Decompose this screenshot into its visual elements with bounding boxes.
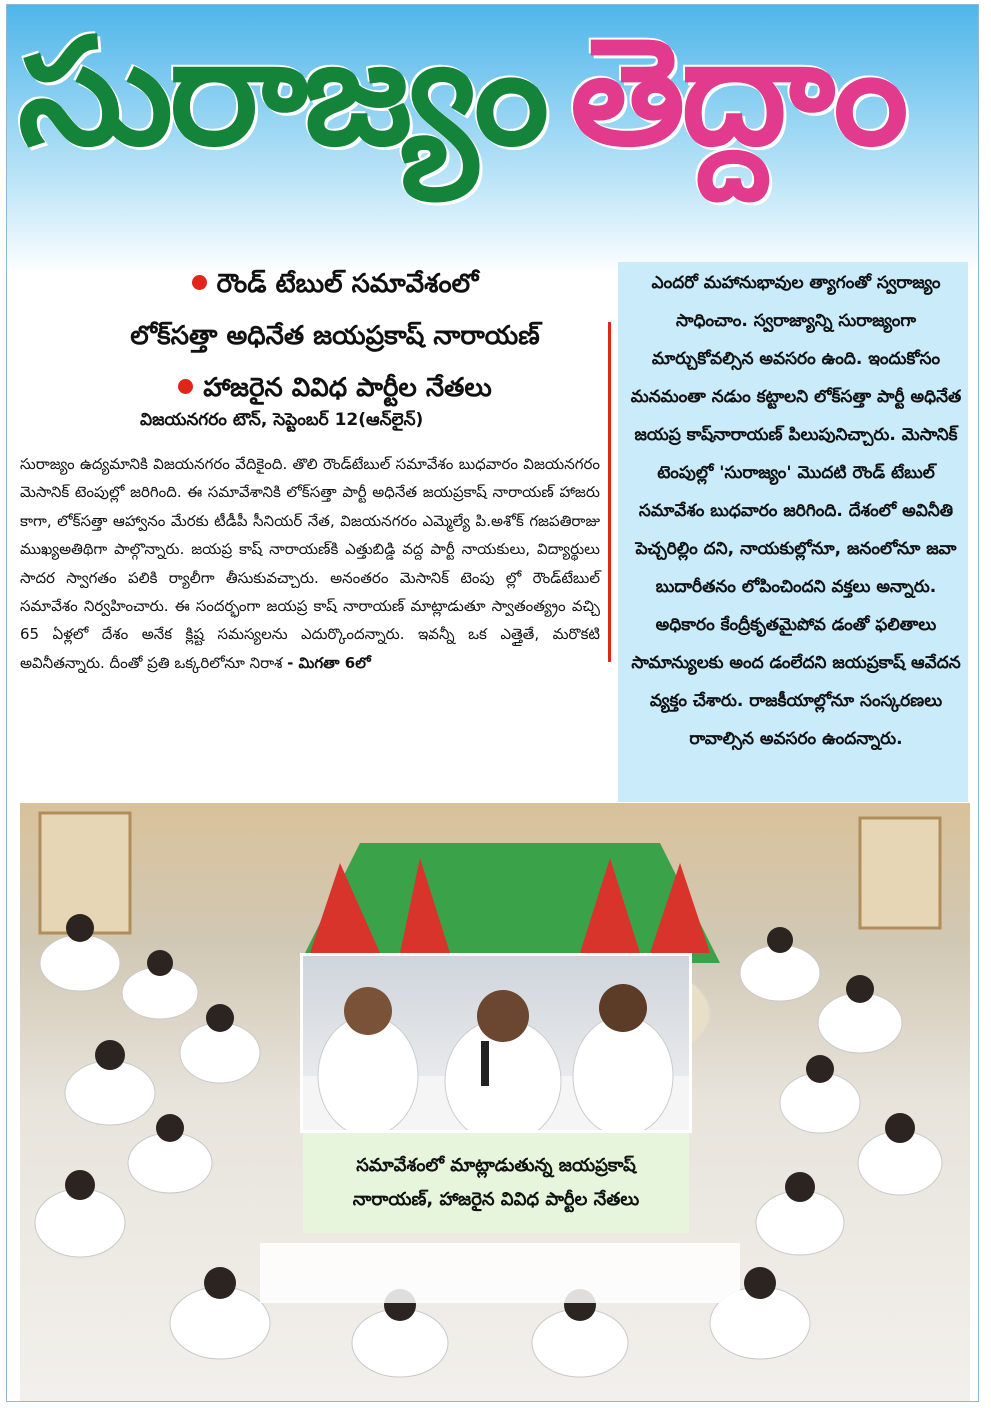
bullet-text: లోక్‌సత్తా అధినేత జయప్రకాష్ నారాయణ్ bbox=[130, 321, 540, 351]
meeting-photo bbox=[20, 803, 970, 1401]
headline-part-pink: తెద్దాం bbox=[570, 6, 905, 178]
article-body-text: సురాజ్యం ఉద్యమానికి విజయనగరం వేదికైంది. తొలి రౌండ్‌టేబుల్ సమావేశం బుధవారం విజయనగరం మెసానిక్ టెంపుల్లో జరిగింది. ఈ సమావేశానికి లోక్‌సత్తా పార్టీ అధినేత జయప్రకాష్ నారాయణ్ హాజరు కాగా, లోక్‌సత్తా ఆహ్వానం మేరకు టీడీపీ సీనియర్ నేత, విజయనగరం ఎమ్మెల్యే పి.అశోక్ గజపతిరాజు ముఖ్యఅతిథిగా పాల్గొన్నారు. జయప్ర కాష్ నారాయణ్‌కి ఎత్తుబిడ్డి వద్ద పార్టీ నాయకులు, విద్యార్థులు సాదర స్వాగతం పలికి ర్యాలీగా తీసుకువచ్చారు. అనంతరం మెసానిక్ టెంపు ల్లో రౌండ్‌టేబుల్ సమావేశం నిర్వహించారు. ఈ సందర్భంగా జయప్ర కాష్ నారాయణ్ మాట్లాడుతూ స్వాతంత్య్రం వచ్చి 65 ఏళ్లలో దేశం అనేక క్లిష్ట సమస్యలను ఎదుర్కొందన్నారు. ఇవన్నీ ఒక ఎత్తైతే, మరొకటి అవినీతన్నారు. దీంతో ప్రతి ఒక్కరిలోనూ నిరాశ bbox=[20, 455, 600, 672]
continued-label: - మిగతా 6లో bbox=[287, 653, 371, 672]
photo-caption-line: నారాయణ్, హాజరైన వివిధ పార్టీల నేతలు bbox=[352, 1189, 640, 1210]
article-body bbox=[20, 450, 600, 677]
bullet-item bbox=[80, 310, 590, 362]
dateline: విజయనగరం టౌన్, సెప్టెంబర్ 12(ఆన్‌లైన్) bbox=[140, 410, 424, 430]
bullet-text: హాజరైన వివిధ పార్టీల నేతలు bbox=[203, 373, 492, 403]
bullet-item bbox=[80, 258, 590, 310]
highlight-bullets bbox=[80, 258, 590, 414]
bullet-dot-icon bbox=[192, 275, 207, 290]
sidebar-text: ఎందరో మహానుభావుల త్యాగంతో స్వరాజ్యం సాధించాం. స్వరాజ్యాన్ని సురాజ్యంగా మార్చుకోవల్సిన అవసరం ఉంది. ఇందుకోసం మనమంతా నడుం కట్టాలని లోక్‌సత్తా పార్టీ అధినేత జయప్ర కాష్‌నారాయణ్ పిలుపునిచ్చారు. మెసానిక్ టెంపుల్లో 'సురాజ్యం' మొదటి రౌండ్ టేబుల్ సమావేశం బుధవారం జరిగింది. దేశంలో అవినీతి పెచ్చరిల్లిం దని, నాయకుల్లోనూ, జనంలోనూ జవా బుదారీతనం లోపించిందని వక్తలు అన్నారు. అధికారం కేంద్రీకృతమైపోవ డంతో ఫలితాలు సామాన్యులకు అంద డంలేదని జయప్రకాష్ ఆవేదన వ్యక్తం చేశారు. రాజకీయాల్లోనూ సంస్కరణలు రావాల్సిన అవసరం ఉందన్నారు. bbox=[630, 273, 962, 749]
headline-part-green: సురాజ్యం bbox=[18, 6, 546, 178]
headline bbox=[10, 8, 970, 248]
bullet-item bbox=[80, 362, 590, 414]
column-divider bbox=[608, 322, 611, 662]
inset-photo-illustration bbox=[303, 956, 689, 1130]
photo-caption-box bbox=[303, 1133, 689, 1233]
inset-speaker-photo bbox=[300, 953, 692, 1133]
bullet-dot-icon bbox=[178, 379, 193, 394]
photo-caption-line: సమావేశంలో మాట్లాడుతున్న జయప్రకాష్ bbox=[356, 1155, 636, 1176]
bullet-text: రౌండ్ టేబుల్ సమావేశంలో bbox=[216, 269, 479, 299]
